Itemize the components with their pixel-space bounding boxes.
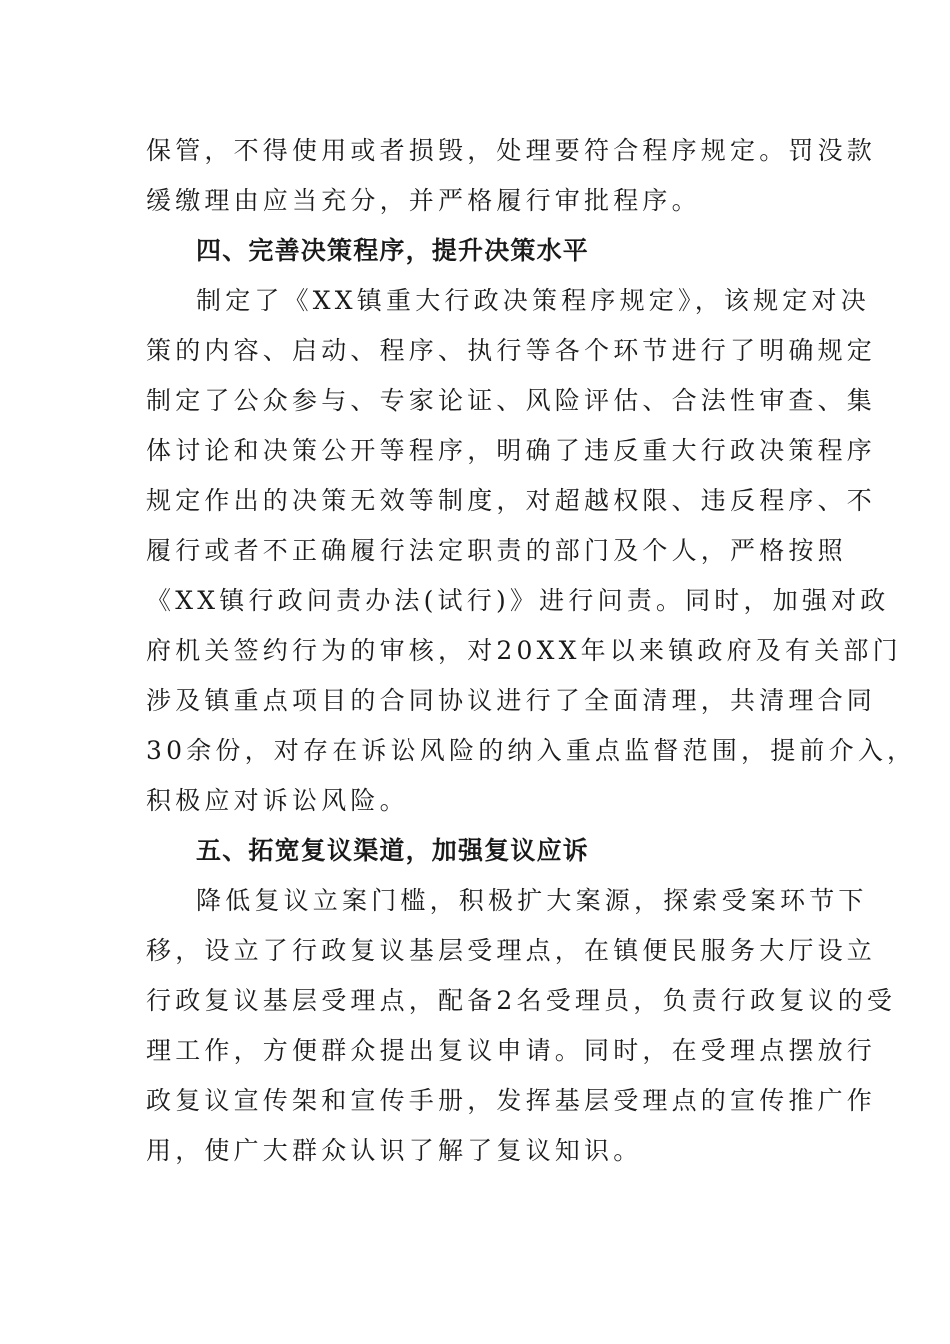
paragraph-start: 制定了《XX镇重大行政决策程序规定》，该规定对决	[196, 286, 870, 315]
text-line: 策的内容、启动、程序、执行等各个环节进行了明确规定	[146, 336, 877, 365]
text-line: 政复议宣传架和宣传手册，发挥基层受理点的宣传推广作	[146, 1086, 877, 1115]
text-line: 制定了公众参与、专家论证、风险评估、合法性审查、集	[146, 386, 877, 415]
text-line: 履行或者不正确履行法定职责的部门及个人，严格按照	[146, 536, 847, 565]
text-line: 30余份，对存在诉讼风险的纳入重点监督范围，提前介入，	[146, 736, 917, 765]
text-line: 涉及镇重点项目的合同协议进行了全面清理，共清理合同	[146, 686, 877, 715]
text-line: 缓缴理由应当充分，并严格履行审批程序。	[146, 186, 701, 215]
text-line: 府机关签约行为的审核，对20XX年以来镇政府及有关部门	[146, 636, 902, 665]
text-line: 保管，不得使用或者损毁，处理要符合程序规定。罚没款	[146, 136, 877, 165]
text-line: 规定作出的决策无效等制度，对超越权限、违反程序、不	[146, 486, 877, 515]
section-heading-4: 四、完善决策程序，提升决策水平	[196, 236, 590, 265]
text-line: 积极应对诉讼风险。	[146, 786, 409, 815]
text-line: 理工作，方便群众提出复议申请。同时，在受理点摆放行	[146, 1036, 877, 1065]
text-line: 体讨论和决策公开等程序，明确了违反重大行政决策程序	[146, 436, 877, 465]
section-heading-5: 五、拓宽复议渠道，加强复议应诉	[196, 836, 590, 865]
text-line: 行政复议基层受理点，配备2名受理员，负责行政复议的受	[146, 986, 897, 1015]
text-line: 《XX镇行政问责办法(试行)》进行问责。同时，加强对政	[146, 586, 890, 615]
text-line: 移，设立了行政复议基层受理点，在镇便民服务大厅设立	[146, 936, 877, 965]
paragraph-start: 降低复议立案门槛，积极扩大案源，探索受案环节下	[196, 886, 868, 915]
text-line: 用，使广大群众认识了解了复议知识。	[146, 1136, 643, 1165]
